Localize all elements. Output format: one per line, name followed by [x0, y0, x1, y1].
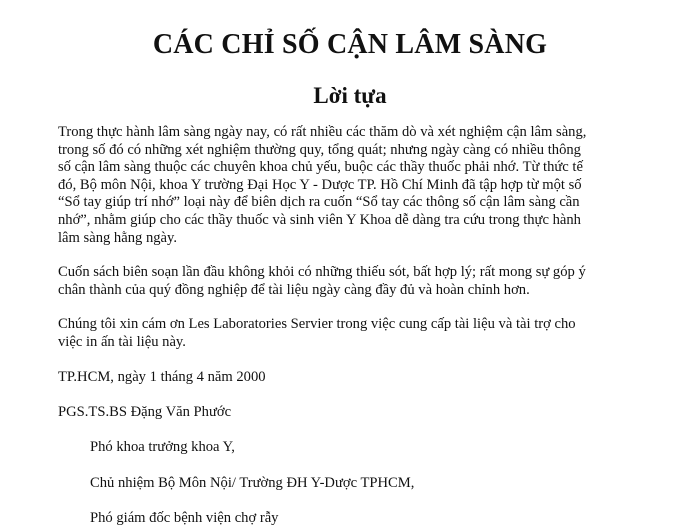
paragraph-line: Cuốn sách biên soạn lần đầu không khỏi có những thiếu sót, bất hợp lý; rất mong sự góp ý [58, 264, 586, 280]
author-name: PGS.TS.BS Đặng Văn Phước [58, 404, 232, 420]
paragraph-line: việc in ấn tài liệu này. [58, 333, 186, 350]
date-line: TP.HCM, ngày 1 tháng 4 năm 2000 [58, 369, 266, 385]
author-role: Phó khoa trưởng khoa Y, [90, 439, 235, 455]
paragraph-line: chân thành của quý đồng nghiệp để tài liệu ngày càng đầy đủ và hoàn chỉnh hơn. [58, 281, 530, 298]
preface-paragraph-3 [58, 316, 678, 351]
document-title: CÁC CHỈ SỐ CẬN LÂM SÀNG [152, 29, 548, 60]
preface-paragraph-1 [58, 124, 678, 247]
paragraph-line: lâm sàng hằng ngày. [58, 229, 178, 246]
paragraph-line: Trong thực hành lâm sàng ngày nay, có rất nhiều các thăm dò và xét nghiệm cận lâm sàng, [58, 124, 587, 140]
paragraph-line: số cận lâm sàng thuộc các chuyên khoa chủ yếu, buộc các thầy thuốc phải nhớ. Từ thức tế [58, 159, 583, 176]
author-role: Chủ nhiệm Bộ Môn Nội/ Trường ĐH Y-Dược TPHCM, [90, 475, 415, 491]
author-role: Phó giám đốc bệnh viện chợ rẫy [90, 510, 279, 526]
paragraph-line: trong số đó có những xét nghiệm thường quy, tổng quát; nhưng ngày càng có nhiều thông [58, 141, 581, 158]
preface-paragraph-2 [58, 264, 678, 299]
paragraph-line: đó, Bộ môn Nội, khoa Y trường Đại Học Y - Dược TP. Hồ Chí Minh đã tập hợp từ một số [58, 176, 582, 193]
preface-heading: Lời tựa [313, 83, 387, 108]
paragraph-line: Chúng tôi xin cám ơn Les Laboratories Servier trong việc cung cấp tài liệu và tài trợ cho [58, 316, 576, 332]
paragraph-line: nhớ”, nhằm giúp cho các thầy thuốc và sinh viên Y Khoa dễ dàng tra cứu trong thực hành [58, 211, 581, 228]
paragraph-line: “Sổ tay giúp trí nhớ” loại này để biên dịch ra cuốn “Sổ tay các thông số cận lâm sàng cần [58, 194, 580, 211]
